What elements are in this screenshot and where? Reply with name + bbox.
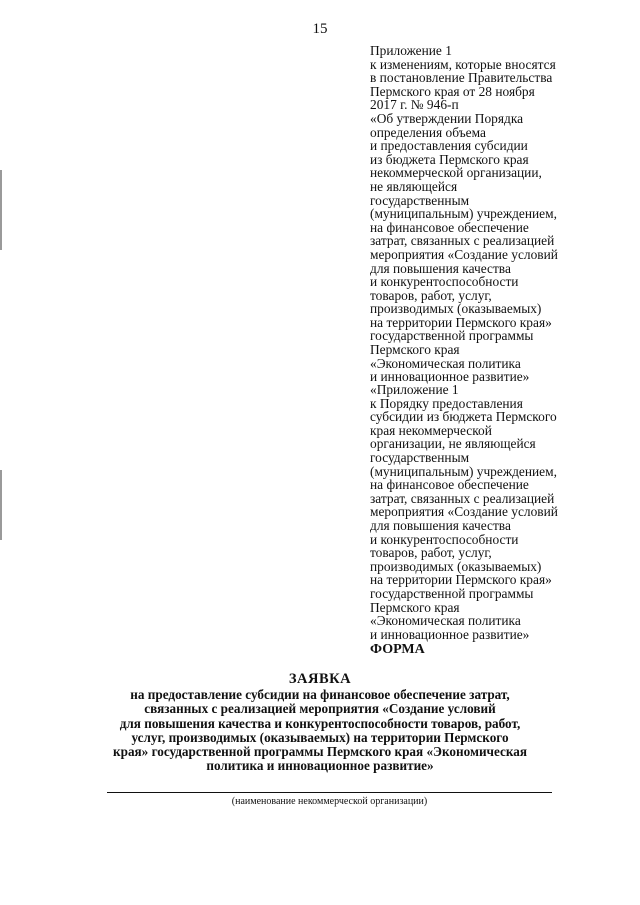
- appendix-1-line: и конкурентоспособности: [370, 274, 519, 290]
- appendix-2-line: государственной программы: [370, 585, 534, 601]
- appendix-2-line: и конкурентоспособности: [370, 531, 519, 547]
- appendix-1-line: «Экономическая политика: [370, 355, 521, 371]
- appendix-2-line: производимых (оказываемых): [370, 558, 542, 574]
- appendix-1-line: Пермского края: [370, 342, 460, 358]
- appendix-2-line: товаров, работ, услуг,: [370, 545, 492, 561]
- appendix-1-line: «Об утверждении Порядка: [370, 110, 524, 126]
- appendix-1-line: на территории Пермского края»: [370, 314, 552, 330]
- appendix-1-line: производимых (оказываемых): [370, 301, 542, 317]
- appendix-1-line: на финансовое обеспечение: [370, 219, 529, 235]
- appendix-1-line: и инновационное развитие»: [370, 369, 530, 385]
- appendix-1-line: 2017 г. № 946-п: [370, 97, 459, 113]
- appendix-2-line: организации, не являющейся: [370, 436, 536, 452]
- scan-edge-mark: [0, 470, 2, 540]
- subtitle-line: политика и инновационное развитие»: [206, 758, 434, 774]
- appendix-1-line: Пермского края от 28 ноября: [370, 83, 535, 99]
- page-number: 15: [312, 21, 328, 37]
- appendix-1-line: для повышения качества: [370, 260, 511, 276]
- appendix-1-line: государственной программы: [370, 328, 534, 344]
- appendix-2-line: затрат, связанных с реализацией: [370, 490, 555, 506]
- appendix-2-header: [370, 383, 620, 641]
- appendix-2-line: субсидии из бюджета Пермского: [370, 409, 557, 425]
- appendix-2-line: «Приложение 1: [370, 382, 459, 397]
- appendix-1-header: [370, 44, 620, 384]
- appendix-2-line: (муниципальным) учреждением,: [370, 463, 557, 479]
- appendix-1-line: и предоставления субсидии: [370, 138, 528, 154]
- appendix-1-line: затрат, связанных с реализацией: [370, 233, 555, 249]
- appendix-2-line: для повышения качества: [370, 517, 511, 533]
- organization-name-caption: (наименование некоммерческой организации): [231, 796, 428, 807]
- appendix-2-line: к Порядку предоставления: [370, 395, 523, 411]
- appendix-2-line: Пермского края: [370, 599, 460, 615]
- appendix-2-line: на финансовое обеспечение: [370, 477, 529, 493]
- appendix-2-line: на территории Пермского края»: [370, 572, 552, 588]
- organization-name-line: [107, 792, 552, 793]
- appendix-2-line: и инновационное развитие»: [370, 626, 530, 642]
- appendix-1-line: мероприятия «Создание условий: [370, 246, 558, 262]
- subtitle-line: для повышения качества и конкурентоспособности товаров, работ,: [119, 715, 521, 731]
- appendix-1-line: государственным: [370, 192, 470, 208]
- appendix-1-line: из бюджета Пермского края: [370, 151, 529, 167]
- subtitle-line: услуг, производимых (оказываемых) на территории Пермского: [131, 729, 509, 745]
- scan-edge-mark: [0, 170, 2, 250]
- appendix-1-line: определения объема: [370, 124, 486, 140]
- appendix-2-line: государственным: [370, 449, 470, 465]
- form-label: ФОРМА: [370, 642, 425, 657]
- document-subtitle: [60, 688, 580, 774]
- appendix-1-line: товаров, работ, услуг,: [370, 287, 492, 303]
- subtitle-line: на предоставление субсидии на финансовое обеспечение затрат,: [130, 687, 510, 702]
- appendix-1-line: к изменениям, которые вносятся: [370, 56, 556, 72]
- appendix-1-line: в постановление Правительства: [370, 70, 553, 86]
- appendix-1-line: некоммерческой организации,: [370, 165, 542, 181]
- subtitle-line: связанных с реализацией мероприятия «Создание условий: [144, 701, 496, 717]
- appendix-1-line: (муниципальным) учреждением,: [370, 206, 557, 222]
- appendix-2-line: мероприятия «Создание условий: [370, 504, 558, 520]
- appendix-2-line: края некоммерческой: [370, 422, 492, 438]
- appendix-1-line: не являющейся: [370, 178, 458, 194]
- appendix-1-line: Приложение 1: [370, 43, 452, 58]
- subtitle-line: края» государственной программы Пермского края «Экономическая: [113, 744, 527, 760]
- document-title: ЗАЯВКА: [288, 671, 352, 687]
- appendix-2-line: «Экономическая политика: [370, 613, 521, 629]
